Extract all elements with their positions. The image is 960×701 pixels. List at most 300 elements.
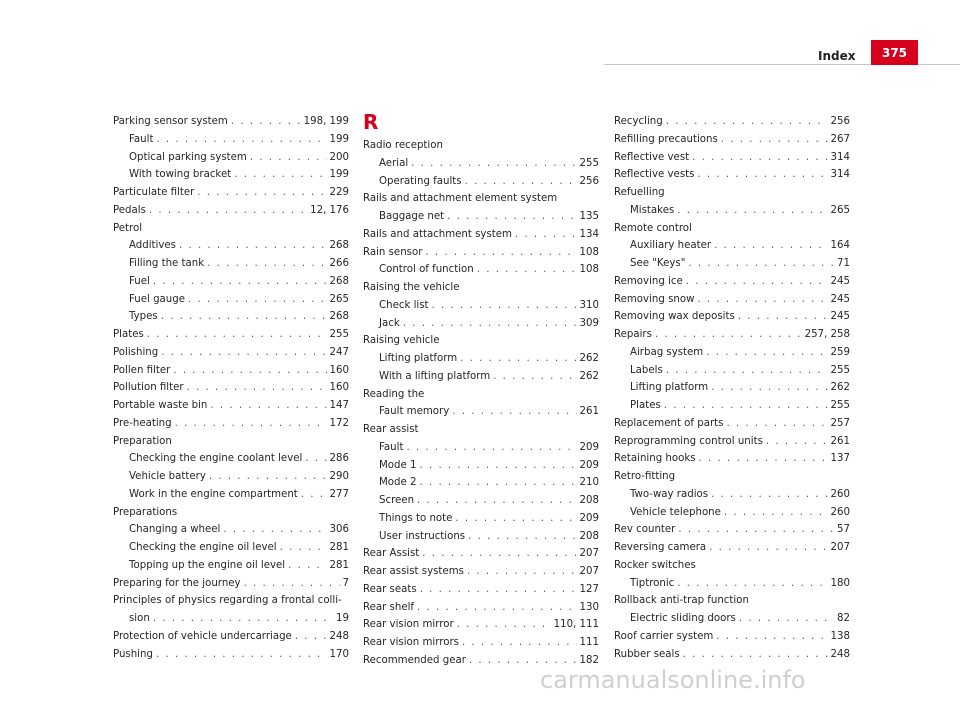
entry-term: Types	[129, 311, 158, 323]
page-ref: 309	[579, 317, 599, 329]
index-row	[614, 273, 850, 291]
dot-leader	[460, 350, 576, 368]
index-entry	[614, 166, 850, 184]
index-row	[363, 244, 599, 262]
page-ref: 255	[830, 400, 850, 411]
page-ref: 208	[579, 495, 599, 506]
page-ref: 255	[329, 329, 349, 340]
dot-leader	[692, 149, 827, 167]
index-entry	[614, 131, 850, 149]
index-row	[113, 113, 349, 131]
index-row	[113, 379, 349, 397]
dot-leader	[223, 521, 326, 539]
page-ref: 268	[329, 275, 349, 287]
dot-leader	[655, 326, 802, 344]
index-row	[363, 208, 599, 226]
index-row	[113, 291, 349, 309]
dot-leader	[305, 450, 326, 468]
page-ref: 130	[579, 601, 599, 613]
index-row	[614, 166, 850, 184]
dot-leader	[493, 368, 576, 386]
page-ref: 268	[329, 311, 349, 323]
page-ref: 180	[830, 577, 850, 589]
entry-term: Refilling precautions	[614, 133, 718, 145]
dot-leader	[210, 397, 326, 415]
index-entry	[363, 332, 599, 385]
page-ref: 261	[830, 435, 850, 447]
entry-term: With a lifting platform	[379, 370, 491, 382]
index-row	[363, 261, 599, 279]
page-ref: 111	[579, 637, 599, 648]
dot-leader	[766, 433, 828, 451]
entry-term: Work in the engine compartment	[129, 488, 298, 500]
index-row	[363, 297, 599, 315]
index-row	[363, 368, 599, 386]
dot-leader	[188, 291, 327, 309]
entry-term: Things to note	[379, 512, 453, 524]
index-row	[614, 113, 850, 131]
entry-term: Fuel	[129, 275, 150, 287]
dot-leader	[706, 344, 827, 362]
page-ref: 259	[830, 346, 850, 358]
index-entry	[614, 149, 850, 167]
index-row	[363, 510, 599, 528]
page-ref: 164	[830, 240, 850, 252]
page-ref: 199	[329, 169, 349, 181]
entry-term: Fault memory	[379, 406, 450, 418]
index-row	[363, 634, 599, 652]
dot-leader	[467, 563, 577, 581]
index-row	[113, 415, 349, 433]
dot-leader	[417, 492, 577, 510]
dot-leader	[156, 646, 327, 664]
entry-term: Rails and attachment system	[363, 228, 512, 240]
index-row	[363, 616, 599, 634]
entry-term: Mode 1	[379, 459, 417, 471]
index-row	[363, 155, 599, 173]
entry-term: Labels	[630, 364, 663, 376]
entry-term: Changing a wheel	[129, 524, 221, 536]
page-ref: 200	[329, 151, 349, 163]
letter-heading: R	[363, 110, 379, 134]
index-entry	[614, 184, 850, 220]
page-ref: 138	[830, 630, 850, 642]
section-title: Index	[818, 49, 856, 63]
index-row	[614, 131, 850, 149]
dot-leader	[419, 457, 576, 475]
dot-leader	[187, 379, 327, 397]
index-row	[113, 450, 349, 468]
index-entry	[614, 291, 850, 309]
entry-term: Filling the tank	[129, 258, 205, 269]
entry-term: Reprogramming control units	[614, 435, 763, 447]
index-row	[363, 457, 599, 475]
page-ref: 210	[579, 477, 599, 489]
dot-leader	[420, 581, 577, 599]
entry-term: With towing bracket	[129, 169, 232, 181]
page-ref: 199	[329, 133, 349, 145]
dot-leader	[683, 646, 828, 664]
dot-leader	[711, 379, 827, 397]
index-row	[614, 486, 850, 504]
index-entry	[113, 344, 349, 362]
page-ref: 256	[830, 116, 850, 127]
index-entry	[113, 362, 349, 380]
index-entry	[113, 433, 349, 504]
dot-leader	[677, 202, 827, 220]
dot-leader	[515, 226, 577, 244]
entry-term: Replacement of parts	[614, 417, 724, 429]
entry-term: Checking the engine oil level	[129, 542, 277, 553]
dot-leader	[432, 297, 577, 315]
index-row	[614, 539, 850, 557]
dot-leader	[452, 403, 576, 421]
index-entry	[363, 616, 599, 634]
dot-leader	[173, 362, 326, 380]
index-entry	[614, 273, 850, 291]
dot-leader	[153, 610, 333, 628]
page-ref: 182	[579, 654, 599, 666]
entry-term: Rear Assist	[363, 548, 420, 560]
index-row	[113, 646, 349, 664]
page-number-badge: 375	[871, 40, 918, 65]
index-row	[363, 226, 599, 244]
entry-term: Parking sensor system	[113, 116, 228, 127]
page-ref: 7	[342, 577, 349, 589]
page-ref: 147	[329, 400, 349, 411]
dot-leader	[666, 362, 828, 380]
dot-leader	[161, 344, 326, 362]
index-entry	[363, 137, 599, 190]
page-ref: 290	[329, 471, 349, 482]
index-entry	[363, 190, 599, 226]
page-ref: 248	[329, 630, 349, 642]
index-entry	[614, 113, 850, 131]
entry-term: Refuelling	[614, 187, 665, 198]
page-ref: 314	[830, 169, 850, 181]
page-ref: 71	[837, 258, 850, 269]
page-ref: 266	[329, 258, 349, 269]
entry-term: User instructions	[379, 530, 466, 542]
page-ref: 209	[579, 512, 599, 524]
index-row	[113, 255, 349, 273]
index-row	[363, 563, 599, 581]
dot-leader	[280, 539, 327, 557]
entry-term: Checking the engine coolant level	[129, 453, 303, 465]
index-entry	[363, 563, 599, 581]
index-entry	[614, 646, 850, 664]
page-ref: 261	[579, 406, 599, 418]
page-ref: 209	[579, 441, 599, 453]
index-row	[363, 492, 599, 510]
index-entry	[614, 539, 850, 557]
index-row	[614, 255, 850, 273]
index-row	[614, 628, 850, 646]
dot-leader	[295, 628, 327, 646]
index-entry	[363, 244, 599, 280]
index-entry	[614, 557, 850, 593]
page-ref: 255	[579, 157, 599, 169]
index-entry	[614, 308, 850, 326]
entry-term: Pedals	[113, 204, 146, 216]
index-row	[113, 308, 349, 326]
dot-leader	[699, 450, 828, 468]
entry-term: Petrol	[113, 222, 143, 234]
index-row	[614, 575, 850, 593]
entry-term: Protection of vehicle undercarriage	[113, 630, 292, 642]
entry-term: Rear assist	[363, 424, 419, 435]
dot-leader	[153, 273, 327, 291]
index-entry	[113, 575, 349, 593]
index-row	[614, 646, 850, 664]
index-row	[363, 350, 599, 368]
entry-term: Pollen filter	[113, 364, 171, 376]
index-entry	[614, 592, 850, 628]
entry-term: Lifting platform	[379, 353, 458, 364]
dot-leader	[477, 261, 577, 279]
entry-term: Plates	[630, 400, 661, 411]
index-row	[113, 166, 349, 184]
page-ref: 286	[329, 453, 349, 465]
index-entry	[113, 592, 349, 628]
index-row	[363, 599, 599, 617]
entry-term: Removing ice	[614, 275, 683, 287]
index-row	[113, 326, 349, 344]
index-entry	[113, 113, 349, 184]
index-row	[363, 173, 599, 191]
entry-term: Additives	[129, 240, 176, 252]
index-entry	[614, 628, 850, 646]
page-ref: 267	[830, 133, 850, 145]
index-entry	[363, 226, 599, 244]
page-ref: 160	[329, 364, 349, 376]
index-row	[113, 575, 349, 593]
watermark-text: carmanualsonline.info	[540, 666, 806, 694]
page-ref: 277	[329, 488, 349, 500]
dot-leader	[686, 273, 828, 291]
index-entry	[113, 628, 349, 646]
entry-term: Mistakes	[630, 204, 675, 216]
entry-term: Pollution filter	[113, 382, 184, 394]
dot-leader	[209, 468, 327, 486]
entry-term: Preparation	[113, 435, 172, 447]
index-row	[614, 379, 850, 397]
page-ref: 172	[329, 417, 349, 429]
page-ref: 306	[329, 524, 349, 536]
entry-term: Auxiliary heater	[630, 240, 712, 252]
entry-term: Operating faults	[379, 175, 462, 187]
page-ref: 245	[830, 275, 850, 287]
index-entry	[113, 646, 349, 664]
page-ref: 207	[579, 548, 599, 560]
index-column-2	[363, 110, 599, 670]
page-ref: 262	[830, 382, 850, 394]
entry-term: Screen	[379, 495, 415, 506]
page-ref: 57	[837, 524, 850, 536]
entry-term: Lifting platform	[630, 382, 709, 394]
entry-term: Rain sensor	[363, 246, 423, 258]
dot-leader	[709, 539, 827, 557]
entry-term: Reversing camera	[614, 542, 707, 553]
page-ref: 257, 258	[804, 329, 850, 340]
page-ref: 229	[329, 187, 349, 198]
entry-term: Raising vehicle	[363, 335, 440, 347]
entry-term: Portable waste bin	[113, 400, 208, 411]
index-entry	[113, 326, 349, 344]
index-entry	[113, 397, 349, 415]
index-row	[113, 149, 349, 167]
page-ref: 208	[579, 530, 599, 542]
page-ref: 170	[329, 648, 349, 660]
dot-leader	[462, 634, 577, 652]
dot-leader	[197, 184, 326, 202]
entry-term: Repairs	[614, 329, 652, 340]
entry-term: Polishing	[113, 346, 159, 358]
index-row	[113, 344, 349, 362]
entry-term: Vehicle battery	[129, 471, 206, 482]
entry-term: Preparations	[113, 506, 178, 518]
dot-leader	[234, 166, 326, 184]
page-ref: 310	[579, 299, 599, 311]
entry-term: Raising the vehicle	[363, 282, 460, 293]
page-ref: 247	[329, 346, 349, 358]
entry-term: Retro-fitting	[614, 471, 676, 482]
index-row	[614, 308, 850, 326]
index-row	[614, 397, 850, 415]
index-entry	[363, 581, 599, 599]
dot-leader	[417, 599, 577, 617]
entry-term: Particulate filter	[113, 187, 195, 198]
page-ref: 281	[329, 542, 349, 553]
entry-term: Baggage net	[379, 211, 445, 222]
index-row	[113, 131, 349, 149]
entry-term: Pre-heating	[113, 417, 172, 429]
entry-term: sion	[129, 613, 150, 624]
entry-term: Rev counter	[614, 524, 676, 536]
page-ref: 19	[336, 613, 349, 624]
page-ref: 262	[579, 353, 599, 364]
entry-term: Rear seats	[363, 583, 417, 595]
entry-term: Rocker switches	[614, 559, 696, 571]
dot-leader	[288, 557, 326, 575]
page-ref: 265	[329, 293, 349, 305]
page-ref: 260	[830, 488, 850, 500]
index-row	[614, 450, 850, 468]
page-ref: 262	[579, 370, 599, 382]
entry-term: Pushing	[113, 648, 153, 660]
index-row	[614, 326, 850, 344]
dot-leader	[425, 244, 576, 262]
dot-leader	[678, 521, 834, 539]
dot-leader	[726, 415, 827, 433]
page-ref: 160	[329, 382, 349, 394]
index-entry	[113, 220, 349, 327]
entry-term: Preparing for the journey	[113, 577, 241, 589]
dot-leader	[149, 202, 307, 220]
entry-term: Fault	[379, 441, 404, 453]
dot-leader	[739, 610, 834, 628]
entry-term: Rails and attachment element system	[363, 193, 558, 205]
entry-term: Rubber seals	[614, 648, 680, 660]
index-entry	[363, 634, 599, 652]
index-row	[614, 610, 850, 628]
entry-term: Removing snow	[614, 293, 695, 305]
page-ref: 108	[579, 246, 599, 258]
page-ref: 110, 111	[553, 619, 599, 631]
page-ref: 135	[579, 211, 599, 222]
entry-term: Rear shelf	[363, 601, 415, 613]
dot-leader	[465, 173, 577, 191]
page-ref: 245	[830, 293, 850, 305]
page-ref: 256	[579, 175, 599, 187]
entry-term: Control of function	[379, 264, 474, 276]
index-entry	[363, 386, 599, 422]
index-entry	[113, 415, 349, 433]
entry-term: Removing wax deposits	[614, 311, 735, 323]
index-row	[113, 610, 349, 628]
index-row	[614, 237, 850, 255]
page-ref: 209	[579, 459, 599, 471]
index-row	[614, 415, 850, 433]
entry-term: Mode 2	[379, 477, 417, 489]
entry-term: Check list	[379, 299, 429, 311]
entry-term: Fault	[129, 133, 154, 145]
index-row	[363, 474, 599, 492]
index-row	[363, 439, 599, 457]
index-row	[113, 237, 349, 255]
index-row	[113, 557, 349, 575]
index-entry	[614, 521, 850, 539]
index-row	[113, 397, 349, 415]
dot-leader	[406, 439, 576, 457]
dot-leader	[721, 131, 828, 149]
dot-leader	[714, 237, 827, 255]
page-ref: 82	[837, 613, 850, 624]
entry-term: Aerial	[379, 157, 409, 169]
index-entry	[113, 504, 349, 575]
entry-term: Reflective vests	[614, 169, 695, 181]
dot-leader	[697, 291, 827, 309]
index-entry	[614, 433, 850, 451]
index-entry	[614, 468, 850, 521]
dot-leader	[422, 545, 576, 563]
entry-term: Recommended gear	[363, 654, 466, 666]
dot-leader	[301, 486, 327, 504]
page-ref: 265	[830, 204, 850, 216]
index-row	[113, 628, 349, 646]
page-ref: 12, 176	[310, 204, 349, 216]
index-column-1	[113, 113, 349, 663]
index-row	[614, 202, 850, 220]
dot-leader	[231, 113, 301, 131]
entry-term: Remote control	[614, 222, 692, 234]
page-ref: 137	[830, 453, 850, 465]
page-ref: 127	[579, 583, 599, 595]
entry-term: Electric sliding doors	[630, 613, 736, 624]
index-entry	[363, 599, 599, 617]
page-ref: 108	[579, 264, 599, 276]
entry-term: Principles of physics regarding a frontal colli-	[113, 595, 342, 607]
index-column-3	[614, 113, 850, 663]
index-entry	[363, 279, 599, 332]
dot-leader	[250, 149, 327, 167]
dot-leader	[403, 315, 577, 333]
entry-term: Radio reception	[363, 140, 443, 151]
dot-leader	[179, 237, 327, 255]
index-entry	[113, 184, 349, 202]
entry-term: Plates	[113, 329, 144, 340]
index-entry	[614, 326, 850, 415]
